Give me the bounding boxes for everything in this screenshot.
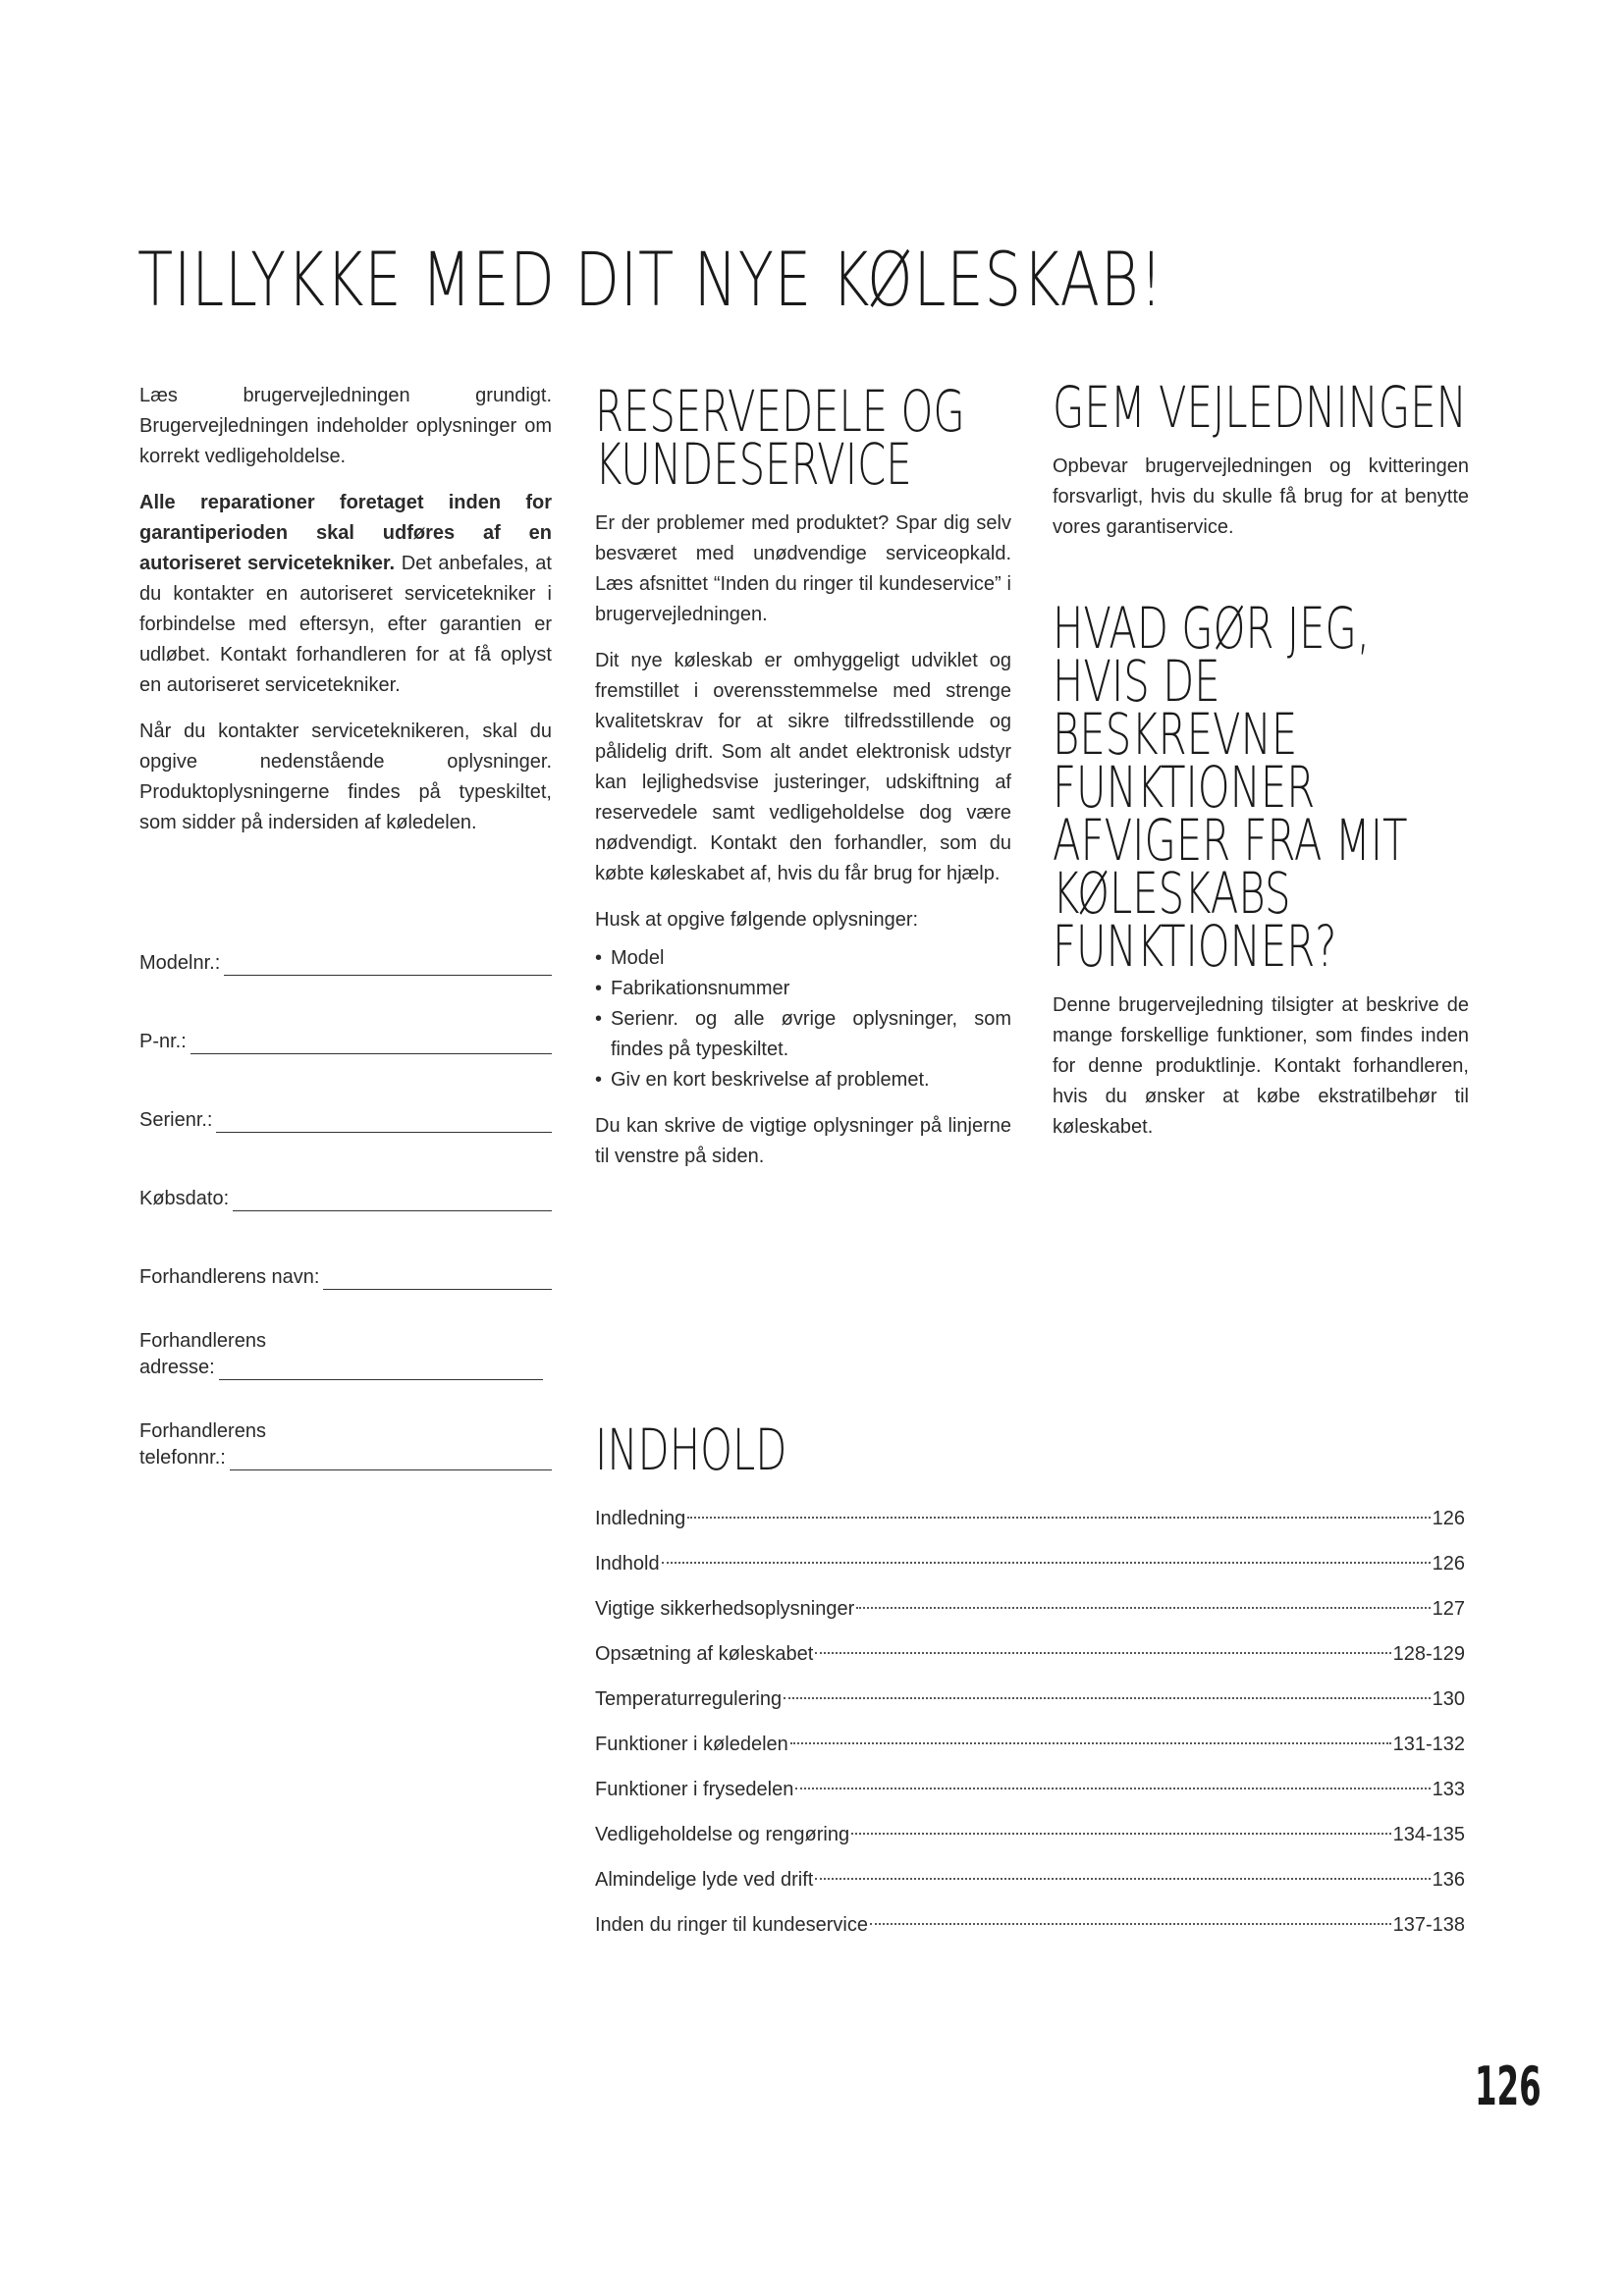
serial-field[interactable] xyxy=(139,1107,552,1133)
service-column xyxy=(595,378,1011,1188)
leader-dots xyxy=(687,1517,1430,1519)
page-title: TILLYKKE MED DIT NYE KØLESKAB! xyxy=(137,236,1164,323)
toc-title: Funktioner i frysedelen xyxy=(595,1779,794,1800)
repair-bold-text: Alle reparationer foretaget inden for garantiperioden skal udføres af en autoriseret servicetekniker. xyxy=(139,492,552,574)
guide-column xyxy=(1053,374,1469,1158)
quality-paragraph: Dit nye køleskab er omhyggeligt udviklet og fremstillet i overensstemmelse med strenge kvalitetskrav for at sikre tilfredsstillende og pålidelig drift. Som alt andet elektronisk udstyr kan lejlighedsvise justeringer, udskiftning af reservedele samt vedligeholdelse dog være nødvendigt. Kontakt den forhandler, som du købte køleskabet af, hvis du får brug for hjælp. xyxy=(595,650,1011,884)
fill-line[interactable] xyxy=(233,1189,552,1211)
list-item: • Serienr. og alle øvrige oplysninger, som findes på typeskiltet. xyxy=(595,1004,1011,1065)
dealer-address-field[interactable] xyxy=(139,1327,552,1380)
toc-page: 137-138 xyxy=(1392,1914,1465,1936)
toc-title: Indledning xyxy=(595,1508,686,1529)
intro-column xyxy=(139,381,552,854)
toc-title: Temperaturregulering xyxy=(595,1688,783,1710)
field-label: P-nr.: xyxy=(139,1031,187,1052)
repair-paragraph xyxy=(139,488,552,701)
toc-entry[interactable] xyxy=(595,1857,1465,1902)
toc-entry[interactable] xyxy=(595,1812,1465,1857)
toc-title: Funktioner i køledelen xyxy=(595,1734,788,1755)
toc-title: Indhold xyxy=(595,1553,660,1575)
toc-entry[interactable] xyxy=(595,1586,1465,1631)
toc-title: Almindelige lyde ved drift xyxy=(595,1869,814,1891)
toc-title: Inden du ringer til kundeservice xyxy=(595,1914,868,1936)
dealer-name-field[interactable] xyxy=(139,1264,552,1290)
toc-entry[interactable] xyxy=(595,1631,1465,1677)
field-label: telefonnr.: xyxy=(139,1447,226,1468)
field-label: Forhandlerens xyxy=(139,1420,266,1442)
leader-dots xyxy=(815,1878,1430,1880)
leader-dots xyxy=(662,1562,1431,1564)
field-label: Forhandlerens xyxy=(139,1330,266,1352)
save-guide-paragraph: Opbevar brugervejledningen og kvitteringen forsvarligt, hvis du skulle få brug for at benytte vores garantiservice. xyxy=(1053,455,1469,538)
toc-page: 136 xyxy=(1432,1869,1465,1891)
field-label: Købsdato: xyxy=(139,1188,230,1209)
list-item: • Giv en kort beskrivelse af problemet. xyxy=(595,1065,1011,1095)
field-label: Forhandlerens navn: xyxy=(139,1266,320,1288)
leader-dots xyxy=(851,1833,1391,1835)
save-guide-heading: GEM VEJLEDNINGEN xyxy=(1053,374,1467,441)
purchase-date-field[interactable] xyxy=(139,1186,552,1211)
toc-entry[interactable] xyxy=(595,1722,1465,1767)
service-paragraph: Er der problemer med produktet? Spar dig selv besværet med unødvendige serviceopkald. Læs afsnittet “Inden du ringer til kundeservice” i brugervejledningen. xyxy=(595,512,1011,625)
dealer-phone-field[interactable] xyxy=(139,1417,552,1470)
fill-line[interactable] xyxy=(190,1032,552,1054)
leader-dots xyxy=(815,1652,1390,1654)
table-of-contents xyxy=(595,1416,1465,1948)
toc-page: 130 xyxy=(1432,1688,1465,1710)
toc-page: 131-132 xyxy=(1392,1734,1465,1755)
toc-title: Opsætning af køleskabet xyxy=(595,1643,814,1665)
intro-paragraph: Læs brugervejledningen grundigt. Brugervejledningen indeholder oplysninger om korrekt vedligeholdelse. xyxy=(139,385,552,467)
differences-paragraph: Denne brugervejledning tilsigter at beskrive de mange forskellige funktioner, som findes inden for denne produktlinje. Kontakt forhandleren, hvis du ønsker at købe ekstratilbehør til køleskabet. xyxy=(1053,994,1469,1138)
toc-entry[interactable] xyxy=(595,1902,1465,1948)
toc-title: Vigtige sikkerhedsoplysninger xyxy=(595,1598,855,1620)
fill-line[interactable] xyxy=(323,1267,552,1290)
leader-dots xyxy=(870,1923,1391,1925)
repair-text: Det anbefales, at du kontakter en autoriseret servicetekniker i forbindelse med eftersyn, efter garantien er udløbet. Kontakt forhandleren for at få oplyst en autoriseret servicetekniker. xyxy=(139,553,552,696)
toc-title: Vedligeholdelse og rengøring xyxy=(595,1824,850,1845)
field-label: adresse: xyxy=(139,1357,215,1378)
toc-entry[interactable] xyxy=(595,1767,1465,1812)
toc-entry[interactable] xyxy=(595,1496,1465,1541)
toc-entry[interactable] xyxy=(595,1677,1465,1722)
info-fields xyxy=(139,950,552,1470)
page-number: 126 xyxy=(1475,2056,1542,2117)
toc-entry[interactable] xyxy=(595,1541,1465,1586)
fill-line[interactable] xyxy=(216,1110,552,1133)
fill-line[interactable] xyxy=(219,1358,543,1380)
pnr-field[interactable] xyxy=(139,1029,552,1054)
toc-page: 133 xyxy=(1432,1779,1465,1800)
list-item: • Fabrikationsnummer xyxy=(595,974,1011,1004)
fill-line[interactable] xyxy=(230,1448,552,1470)
write-info-paragraph: Du kan skrive de vigtige oplysninger på linjerne til venstre på siden. xyxy=(595,1115,1011,1167)
leader-dots xyxy=(795,1788,1430,1789)
toc-page: 126 xyxy=(1432,1508,1465,1529)
field-label: Modelnr.: xyxy=(139,952,221,974)
field-label: Serienr.: xyxy=(139,1109,213,1131)
toc-page: 134-135 xyxy=(1392,1824,1465,1845)
service-heading: RESERVEDELE OG KUNDESERVICE xyxy=(595,378,965,498)
differences-heading: HVAD GØR JEG, HVIS DE BESKREVNE FUNKTIONER AFVIGER FRA MIT KØLESKABS FUNKTIONER? xyxy=(1053,595,1408,980)
remember-paragraph: Husk at opgive følgende oplysninger: xyxy=(595,909,919,931)
toc-heading: INDHOLD xyxy=(595,1416,787,1483)
toc-page: 128-129 xyxy=(1392,1643,1465,1665)
leader-dots xyxy=(790,1742,1391,1744)
info-list xyxy=(595,943,1011,1095)
leader-dots xyxy=(784,1697,1431,1699)
contact-paragraph: Når du kontakter serviceteknikeren, skal du opgive nedenstående oplysninger. Produktoplysningerne findes på typeskiltet, som sidder på indersiden af køledelen. xyxy=(139,721,552,833)
toc-page: 126 xyxy=(1432,1553,1465,1575)
leader-dots xyxy=(856,1607,1430,1609)
toc-page: 127 xyxy=(1432,1598,1465,1620)
list-item: • Model xyxy=(595,943,1011,974)
model-field[interactable] xyxy=(139,950,552,976)
fill-line[interactable] xyxy=(224,953,552,976)
